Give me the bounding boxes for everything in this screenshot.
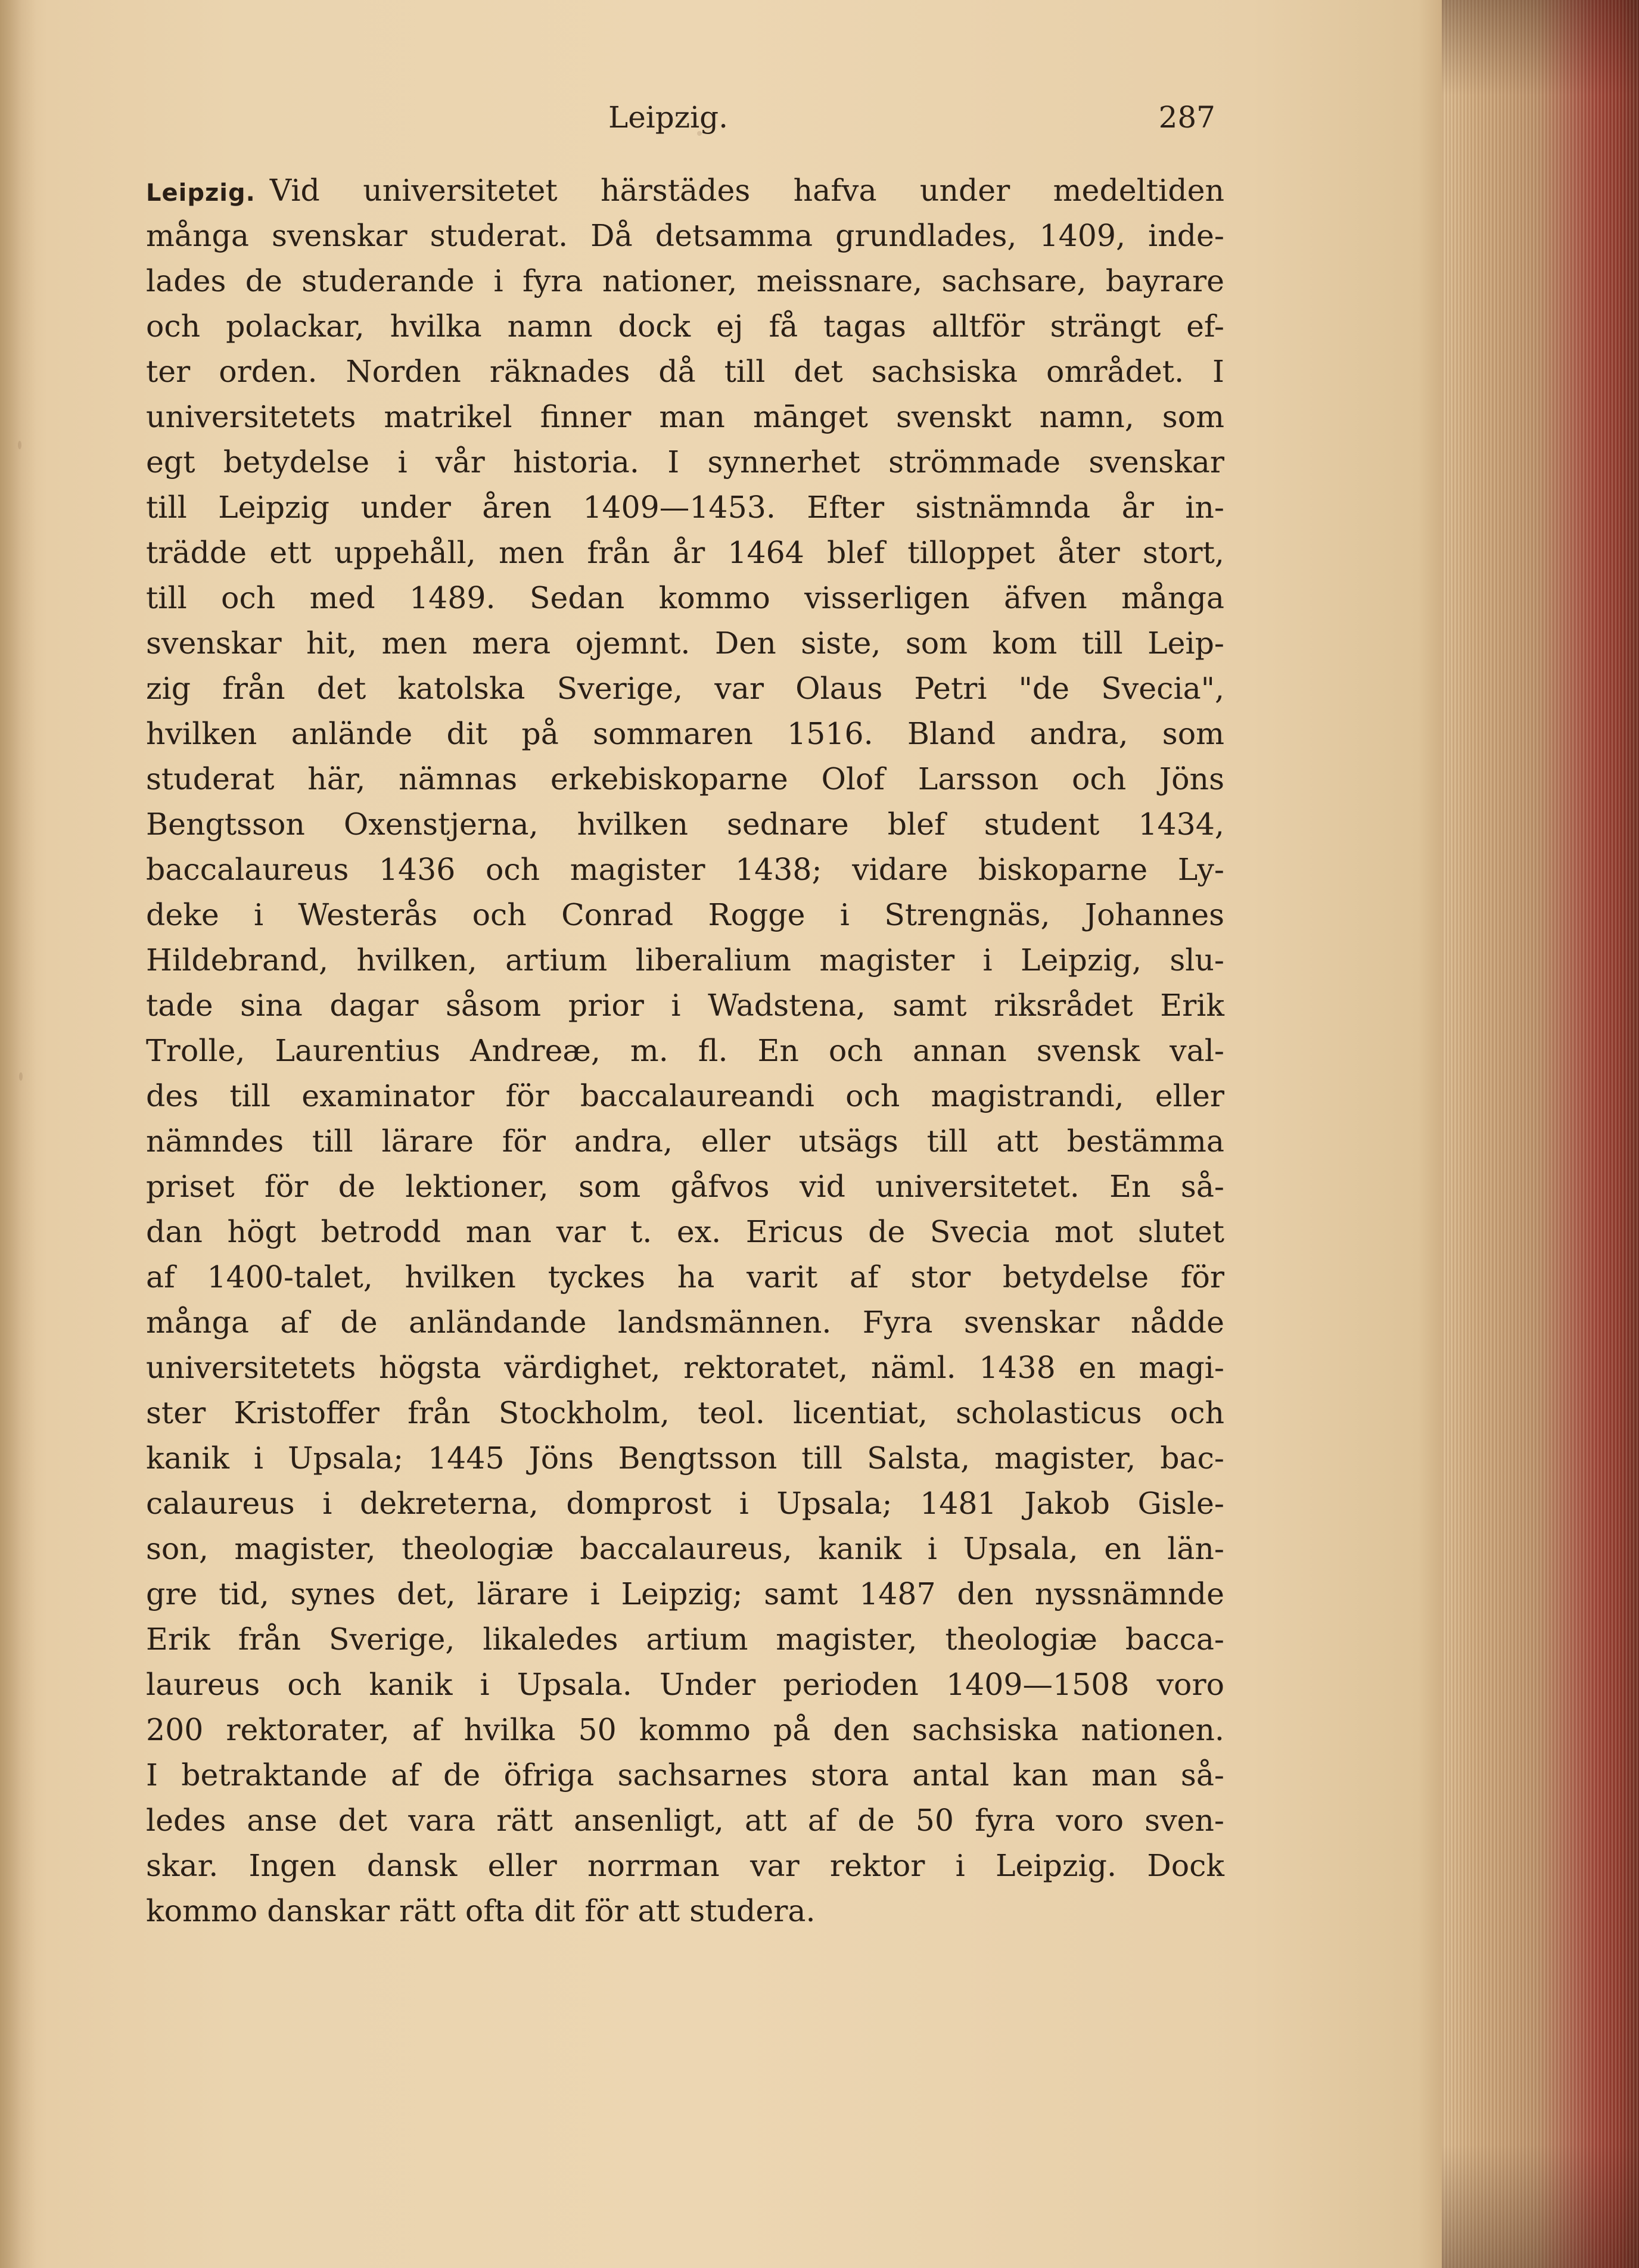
page-header	[143, 100, 1215, 154]
text-line: calaureus i dekreterna, domprost i Upsala; 1481 Jakob Gisle-	[146, 1486, 1224, 1521]
text-line: gre tid, synes det, lärare i Leipzig; samt 1487 den nyssnämnde	[146, 1576, 1224, 1611]
text-line: af 1400-talet, hvilken tyckes ha varit af stor betydelse för	[146, 1259, 1224, 1295]
text-line: många af de anländande landsmännen. Fyra svenskar nådde	[146, 1305, 1224, 1340]
text-line: ledes anse det vara rätt ansenligt, att af de 50 fyra voro sven-	[146, 1803, 1224, 1838]
text-line: nämndes till lärare för andra, eller utsägs till att bestämma	[146, 1124, 1224, 1159]
page-gutter-shadow	[0, 0, 36, 2268]
running-head: Leipzig.	[608, 100, 729, 135]
text-line: lades de studerande i fyra nationer, meissnare, sachsare, bayrare	[146, 263, 1224, 298]
text-line: trädde ett uppehåll, men från år 1464 blef tilloppet åter stort,	[146, 535, 1224, 570]
text-line: kanik i Upsala; 1445 Jöns Bengtsson till Salsta, magister, bac-	[146, 1441, 1224, 1476]
text-line: dan högt betrodd man var t. ex. Ericus de Svecia mot slutet	[146, 1214, 1224, 1249]
text-line: universitetets högsta värdighet, rektoratet, näml. 1438 en magi-	[146, 1350, 1224, 1385]
text-line: baccalaureus 1436 och magister 1438; vidare biskoparne Ly-	[146, 852, 1224, 887]
text-line: 200 rektorater, af hvilka 50 kommo på den sachsiska nationen.	[146, 1712, 1224, 1747]
text-line: Hildebrand, hvilken, artium liberalium magister i Leipzig, slu-	[146, 942, 1224, 978]
text-line: studerat här, nämnas erkebiskoparne Olof Larsson och Jöns	[146, 761, 1224, 797]
text-line: Trolle, Laurentius Andreæ, m. fl. En och annan svensk val-	[146, 1033, 1224, 1068]
text-line: zig från det katolska Sverige, var Olaus Petri "de Svecia",	[146, 671, 1224, 706]
page-number: 287	[1158, 100, 1215, 135]
article-body	[146, 168, 1224, 1934]
text-line: son, magister, theologiæ baccalaureus, kanik i Upsala, en län-	[146, 1531, 1224, 1566]
text-line: och polackar, hvilka namn dock ej få tagas alltför strängt ef-	[146, 309, 1224, 344]
text-line: priset för de lektioner, som gåfvos vid universitetet. En så-	[146, 1169, 1224, 1204]
text-line: till och med 1489. Sedan kommo visserligen äfven många	[146, 580, 1224, 615]
text-line: ster Kristoffer från Stockholm, teol. licentiat, scholasticus och	[146, 1395, 1224, 1430]
text-line	[146, 168, 1224, 213]
text-line-last: kommo danskar rätt ofta dit för att studera.	[146, 1893, 816, 1928]
text-line: des till examinator för baccalaureandi och magistrandi, eller	[146, 1078, 1224, 1113]
text-line: skar. Ingen dansk eller norrman var rektor i Leipzig. Dock	[146, 1848, 1224, 1883]
text-line: egt betydelse i vår historia. I synnerhet strömmade svenskar	[146, 444, 1224, 480]
text-line: hvilken anlände dit på sommaren 1516. Bland andra, som	[146, 716, 1224, 751]
text-line: svenskar hit, men mera ojemnt. Den siste, som kom till Leip-	[146, 626, 1224, 661]
text-line: universitetets matrikel finner man mānget svenskt namn, som	[146, 399, 1224, 434]
text-line: laureus och kanik i Upsala. Under perioden 1409—1508 voro	[146, 1667, 1224, 1702]
text-line: Erik från Sverige, likaledes artium magister, theologiæ bacca-	[146, 1622, 1224, 1657]
text-line: ter orden. Norden räknades då till det sachsiska området. I	[146, 354, 1224, 389]
text-line: I betraktande af de öfriga sachsarnes stora antal kan man så-	[146, 1757, 1224, 1793]
text-line: deke i Westerås och Conrad Rogge i Strengnäs, Johannes	[146, 897, 1224, 932]
page-edge-shading	[1442, 0, 1639, 2268]
text-line: till Leipzig under åren 1409—1453. Efter sistnämnda år in-	[146, 490, 1224, 525]
first-line-text: Vid universitetet härstädes hafva under medeltiden	[269, 173, 1224, 208]
text-line: tade sina dagar såsom prior i Wadstena, samt riksrådet Erik	[146, 988, 1224, 1023]
text-line: många svenskar studerat. Då detsamma grundlades, 1409, inde-	[146, 218, 1224, 253]
foxing-spot	[19, 1072, 23, 1081]
headword: Leipzig.	[146, 179, 256, 207]
text-line: Bengtsson Oxenstjerna, hvilken sednare blef student 1434,	[146, 807, 1224, 842]
foxing-spot	[18, 441, 21, 449]
